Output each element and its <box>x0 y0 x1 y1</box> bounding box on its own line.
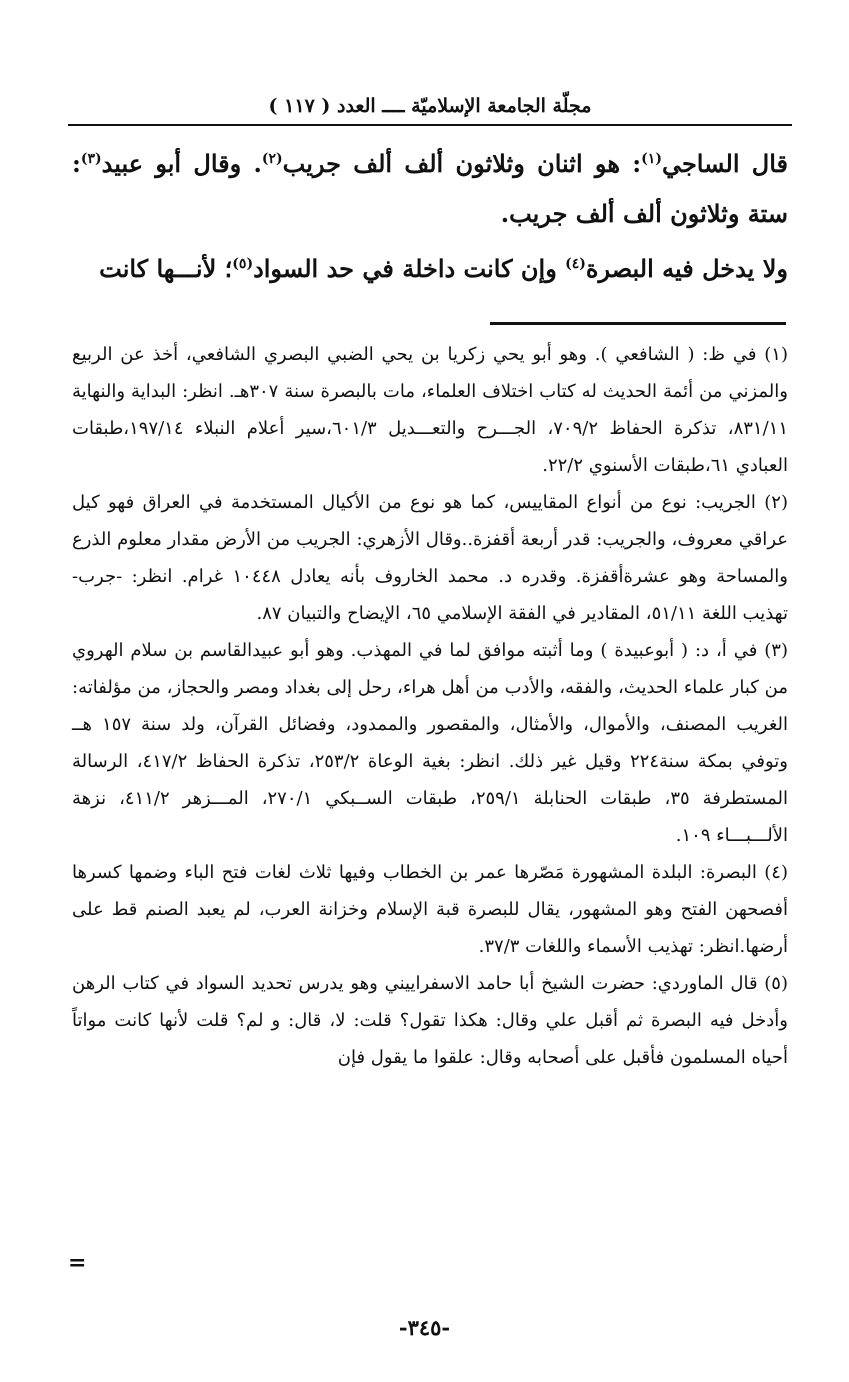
p1-text-a: قال الساجي <box>661 149 789 178</box>
footnote-2 <box>72 484 788 632</box>
footnote-text: البصرة: البلدة المشهورة مَصّرها عمر بن الخطاب وفيها ثلاث لغات فتح الباء وضمها كسرها أفصحهن الفتح وهو المشهور، يقال للبصرة قبة الإسلام وخزانة العرب، لم يعبد الصنم قط على أرضها.انظر: تهذيب الأسماء واللغات ٣٧/٣. <box>72 862 788 957</box>
footnote-number: (٤) <box>764 862 788 883</box>
p1-text-c: . وقال أبو عبيد <box>101 149 262 178</box>
footnote-1 <box>72 336 788 484</box>
continuation-mark: = <box>68 1250 87 1276</box>
footnote-separator <box>490 322 786 325</box>
paragraph-2 <box>72 239 788 294</box>
footnote-number: (٣) <box>764 640 788 661</box>
header-rule <box>68 124 792 126</box>
paragraph-1 <box>72 134 788 239</box>
footnote-ref-2[interactable]: (٢) <box>261 151 283 167</box>
p2-text-a: ولا يدخل فيه البصرة <box>585 254 788 283</box>
p1-text-d: : ستة وثلاثون ألف ألف جريب. <box>72 149 788 228</box>
page-number: -٣٤٥- <box>398 1315 451 1340</box>
footnote-5 <box>72 965 788 1076</box>
footnote-number: (٢) <box>764 492 788 513</box>
footnote-ref-1[interactable]: (١) <box>641 151 662 167</box>
footnote-number: (٥) <box>764 973 788 994</box>
footnote-4 <box>72 854 788 965</box>
footnote-text: قال الماوردي: حضرت الشيخ أبا حامد الاسفراييني وهو يدرس تحديد السواد في كتاب الرهن وأدخل فيه البصرة ثم أقبل علي وقال: هكذا تقول؟ قلت: لا، قال: و لم؟ قلت لأنها كانت مواتاً أحياه المسلمون فأقبل على أصحابه وقال: علقوا ما يقول فإن <box>72 973 788 1068</box>
footnote-3 <box>72 632 788 854</box>
footnote-text: الجريب: نوع من أنواع المقاييس، كما هو نوع من الأكيال المستخدمة في العراق فهو كيل عراقي معروف، والجريب: قدر أربعة أقفزة..وقال الأزهري: الجريب من الأرض مقدار معلوم الذرع والمساحة وهو عشرةأقفزة. وقدره د. محمد الخاروف بأنه يعادل ١٠٤٤٨ غرام. انظر: -جرب- تهذيب اللغة ٥١/١١، المقادير في الفقة الإسلامي ٦٥، الإيضاح والتبيان ٨٧. <box>72 492 788 624</box>
p2-text-c: ؛ لأنـــها كانت <box>99 254 233 283</box>
main-text <box>72 134 788 294</box>
footnotes <box>72 336 788 1076</box>
footnote-number: (١) <box>764 344 788 365</box>
p1-text-b: : هو اثنان وثلاثون ألف ألف جريب <box>282 149 642 178</box>
footnote-text: في أ، د: ( أبوعبيدة ) وما أثبته موافق لما في المهذب. وهو أبو عبيدالقاسم بن سلام الهروي من كبار علماء الحديث، والفقه، والأدب من أهل هراء، رحل إلى بغداد ومصر والحجاز، من مؤلفاته: الغريب المصنف، والأموال، والأمثال، والمقصور والممدود، وفضائل القرآن، ولد سنة ١٥٧ هــ وتوفي بمكة سنة٢٢٤ وقيل غير ذلك. انظر: بغية الوعاة ٢٥٣/٢، تذكرة الحفاظ ٤١٧/٢، الرسالة المستطرفة ٣٥، طبقات الحنابلة ٢٥٩/١، طبقات الســبكي ٢٧٠/١، المـــزهر ٤١١/٢، نزهة الألـــبـــاء ١٠٩. <box>72 640 788 846</box>
footnote-text: في ظ: ( الشافعي ). وهو أبو يحي زكريا بن يحي الضبي البصري الشافعي، أخذ عن الربيع والمزني من أئمة الحديث له كتاب اختلاف العلماء، مات بالبصرة سنة ٣٠٧هـ. انظر: البداية والنهاية ٨٣١/١١، تذكرة الحفاظ ٧٠٩/٢، الجـــرح والتعـــديل ٦٠١/٣،سير أعلام النبلاء ١٩٧/١٤،طبقات العبادي ٦١،طبقات الأسنوي ٢٢/٢. <box>72 344 788 476</box>
footnote-ref-4[interactable]: (٤) <box>565 256 586 272</box>
footnote-ref-5[interactable]: (٥) <box>232 256 254 272</box>
footnote-ref-3[interactable]: (٣) <box>80 151 102 167</box>
p2-text-b: وإن كانت داخلة في حد السواد <box>253 254 566 283</box>
running-header: مجلّة الجامعة الإسلاميّة ــــ العدد ( ١١٧ ) <box>268 95 592 117</box>
